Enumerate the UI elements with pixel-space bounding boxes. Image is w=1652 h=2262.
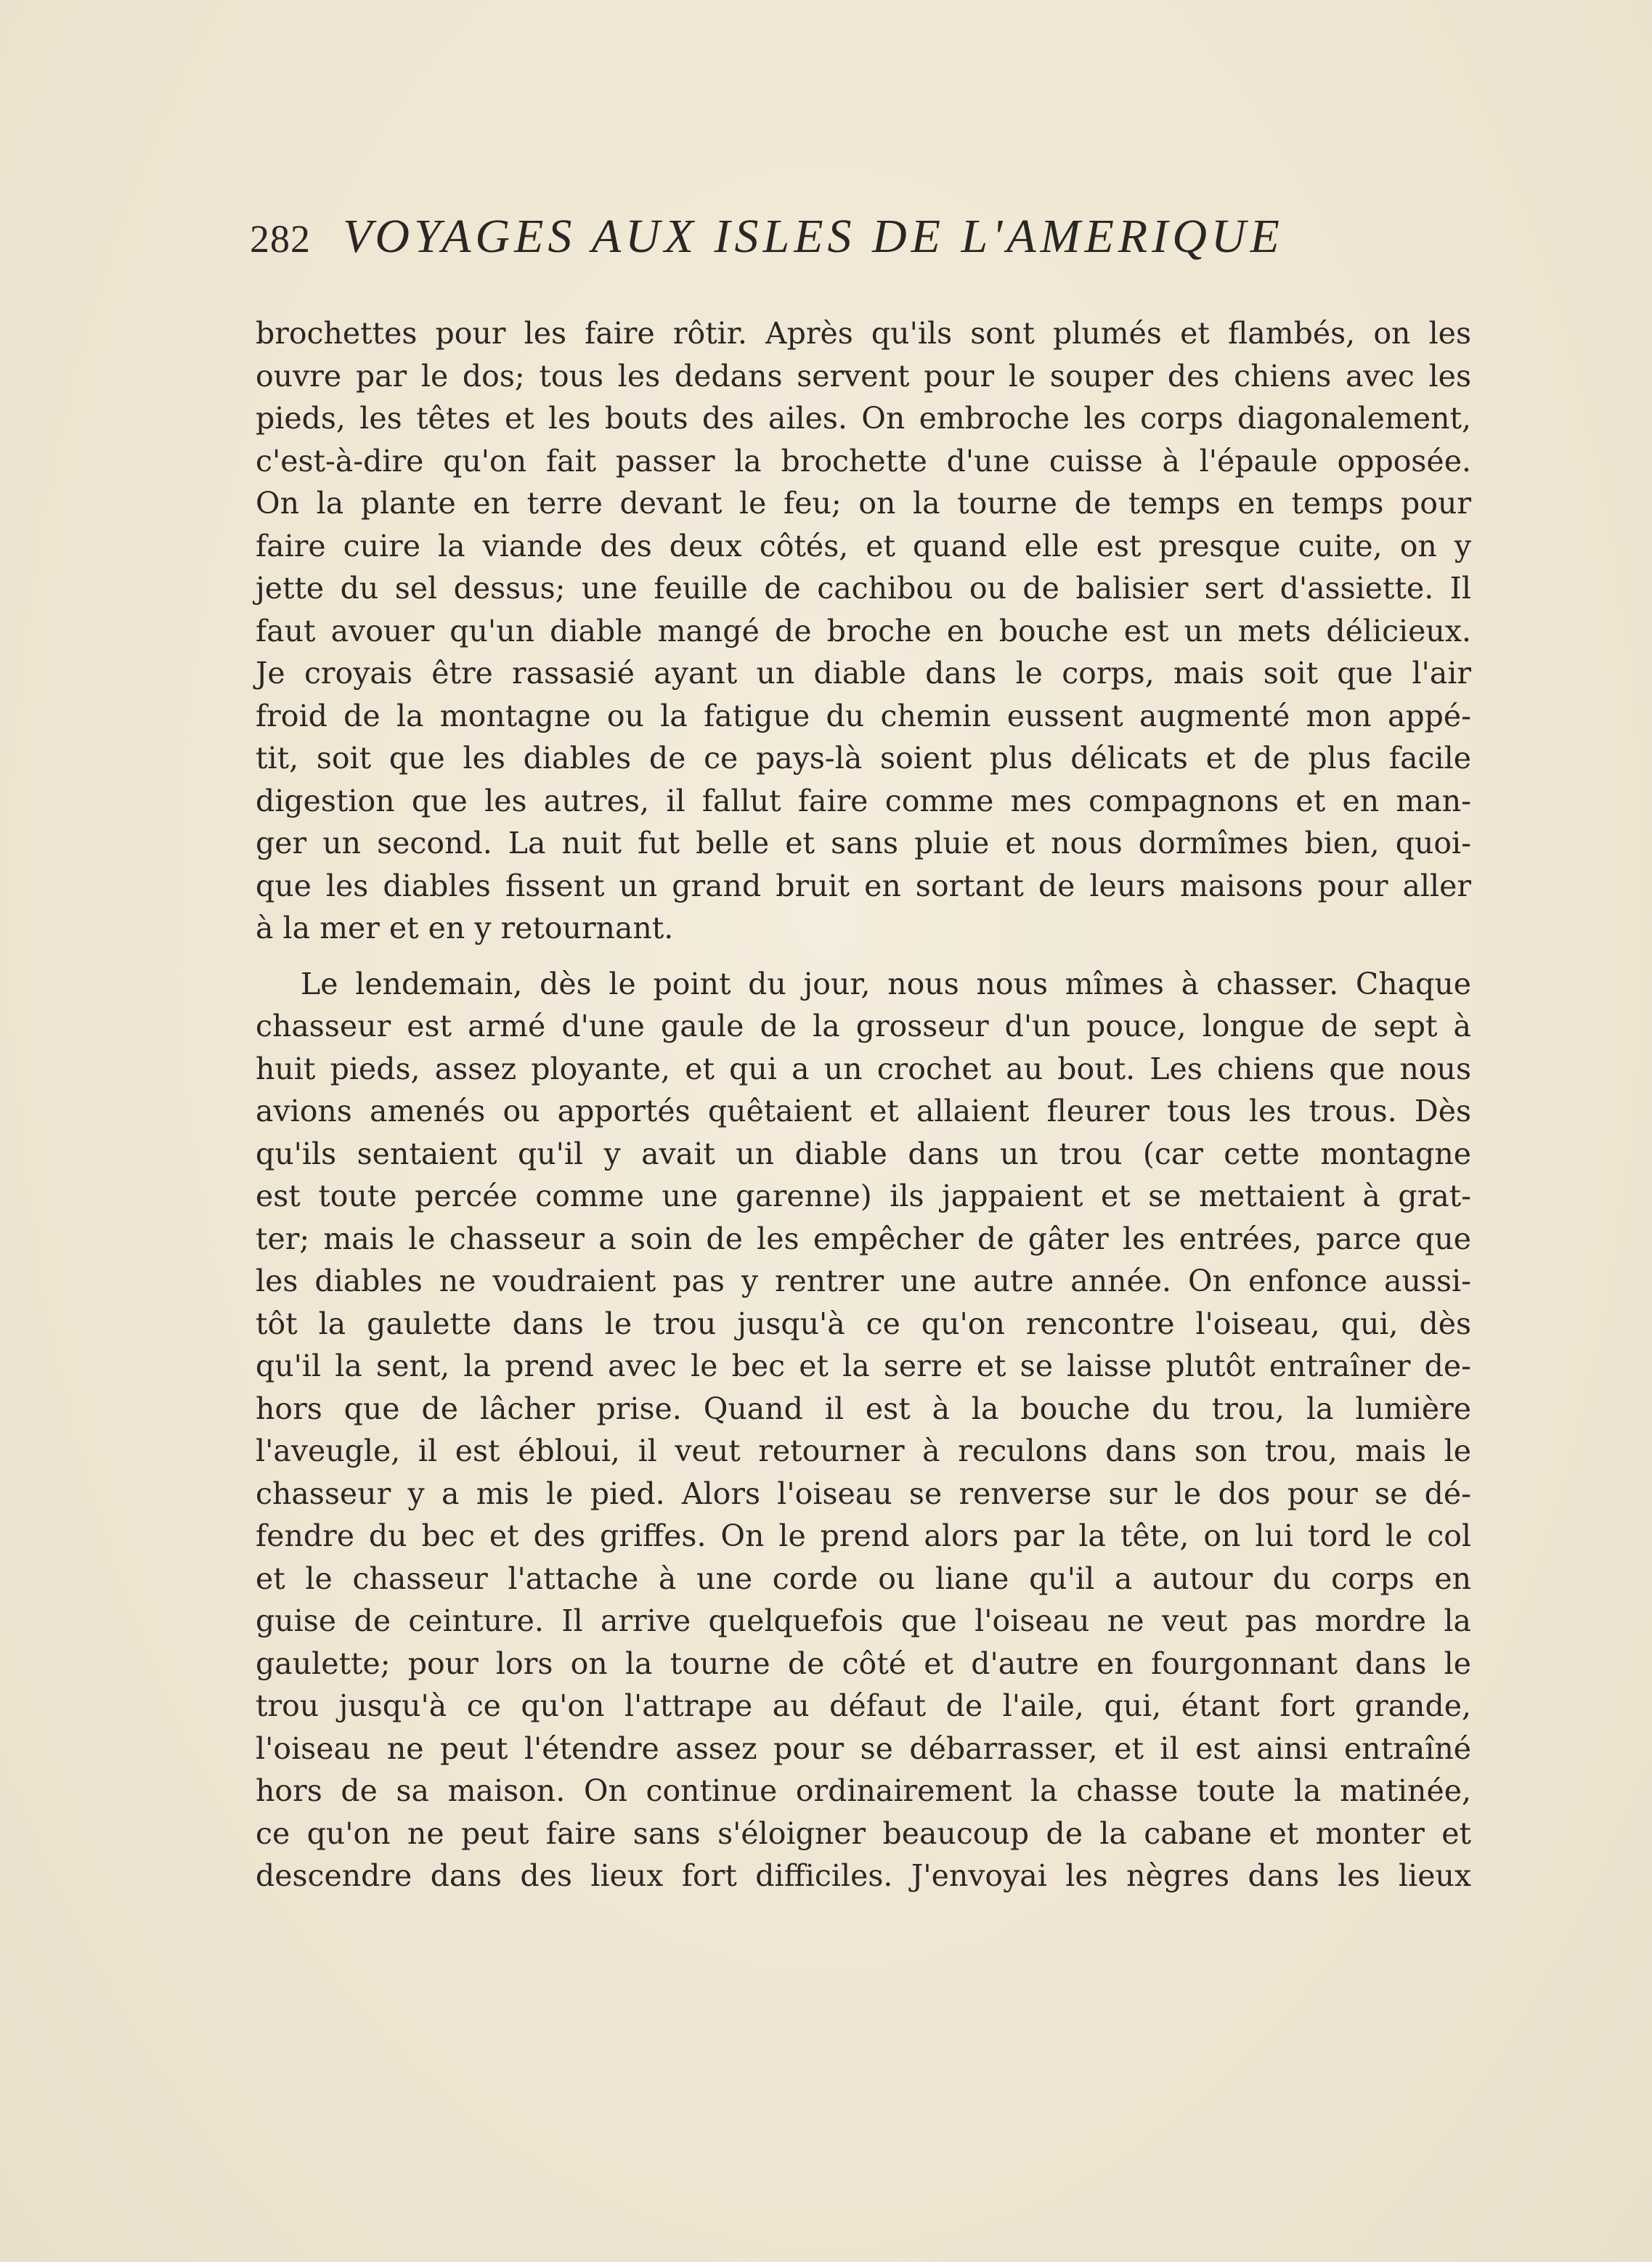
text-line: qu'il la sent, la prend avec le bec et la serre et se laisse plutôt entraîner de- [256,1348,1471,1383]
running-title: VOYAGES AUX ISLES DE L'AMERIQUE [343,210,1284,263]
text-line: digestion que les autres, il fallut faire comme mes compagnons et en man- [256,783,1471,818]
paragraph-2 [256,963,1471,1897]
text-line: ter; mais le chasseur a soin de les empêcher de gâter les entrées, parce que [256,1221,1471,1256]
text-line: faut avouer qu'un diable mangé de broche en bouche est un mets délicieux. [256,613,1471,648]
running-head [250,209,1484,274]
text-line: que les diables fissent un grand bruit en sortant de leurs maisons pour aller [256,868,1471,903]
page-number: 282 [250,217,311,261]
text-line: hors que de lâcher prise. Quand il est à la bouche du trou, la lumière [256,1391,1471,1426]
text-line: est toute percée comme une garenne) ils jappaient et se mettaient à grat- [256,1179,1471,1213]
text-line: Je croyais être rassasié ayant un diable dans le corps, mais soit que l'air [256,656,1471,691]
paragraph-1 [256,312,1471,950]
text-line: Le lendemain, dès le point du jour, nous nous mîmes à chasser. Chaque [301,966,1471,1001]
text-line: et le chasseur l'attache à une corde ou liane qu'il a autour du corps en [256,1561,1471,1596]
text-line: descendre dans des lieux fort difficiles. J'envoyai les nègres dans les lieux [256,1858,1471,1893]
text-line: hors de sa maison. On continue ordinairement la chasse toute la matinée, [256,1773,1471,1808]
text-line: guise de ceinture. Il arrive quelquefois que l'oiseau ne veut pas mordre la [256,1603,1471,1638]
text-line: chasseur y a mis le pied. Alors l'oiseau se renverse sur le dos pour se dé- [256,1476,1471,1511]
text-line: l'oiseau ne peut l'étendre assez pour se débarrasser, et il est ainsi entraîné [256,1730,1471,1766]
text-line: à la mer et en y retournant. [256,911,674,945]
text-line: ouvre par le dos; tous les dedans servent pour le souper des chiens avec les [256,358,1471,394]
text-line: chasseur est armé d'une gaule de la grosseur d'un pouce, longue de sept à [256,1009,1471,1043]
text-line: qu'ils sentaient qu'il y avait un diable dans un trou (car cette montagne [256,1136,1471,1171]
text-line: trou jusqu'à ce qu'on l'attrape au défaut de l'aile, qui, étant fort grande, [256,1688,1471,1723]
text-line: fendre du bec et des griffes. On le prend alors par la tête, on lui tord le col [256,1518,1471,1553]
body-text [256,312,1471,1897]
text-line: ger un second. La nuit fut belle et sans pluie et nous dormîmes bien, quoi- [256,826,1471,861]
text-line: pieds, les têtes et les bouts des ailes. On embroche les corps diagonalement, [256,401,1471,436]
text-line: gaulette; pour lors on la tourne de côté et d'autre en fourgonnant dans le [256,1645,1471,1681]
text-line: On la plante en terre devant le feu; on la tourne de temps en temps pour [256,486,1471,521]
text-line: ce qu'on ne peut faire sans s'éloigner beaucoup de la cabane et monter et [256,1815,1471,1851]
text-line: tôt la gaulette dans le trou jusqu'à ce qu'on rencontre l'oiseau, qui, dès [256,1306,1471,1341]
text-line: c'est-à-dire qu'on fait passer la brochette d'une cuisse à l'épaule opposée. [256,443,1471,479]
text-line: avions amenés ou apportés quêtaient et allaient fleurer tous les trous. Dès [256,1094,1471,1128]
text-line: froid de la montagne ou la fatigue du chemin eussent augmenté mon appé- [256,698,1471,733]
text-line: les diables ne voudraient pas y rentrer une autre année. On enfonce aussi- [256,1264,1471,1298]
text-line: jette du sel dessus; une feuille de cachibou ou de balisier sert d'assiette. Il [256,571,1471,606]
text-line: faire cuire la viande des deux côtés, et quand elle est presque cuite, on y [256,528,1471,564]
text-line: huit pieds, assez ployante, et qui a un crochet au bout. Les chiens que nous [256,1051,1471,1086]
text-line: brochettes pour les faire rôtir. Après qu'ils sont plumés et flambés, on les [256,316,1471,351]
text-line: l'aveugle, il est ébloui, il veut retourner à reculons dans son trou, mais le [256,1433,1471,1468]
text-line: tit, soit que les diables de ce pays-là soient plus délicats et de plus facile [256,741,1471,776]
